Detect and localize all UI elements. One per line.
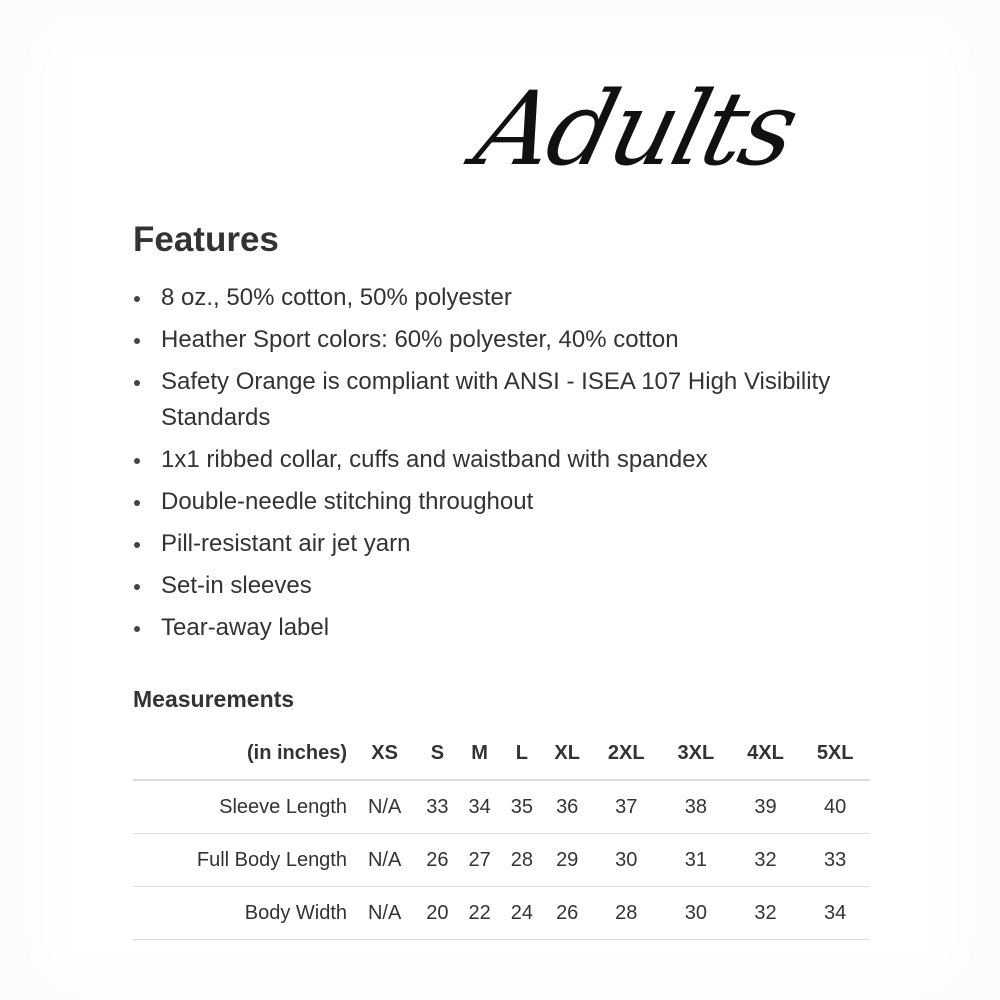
table-row xyxy=(133,780,870,834)
feature-item: Set-in sleeves xyxy=(133,568,853,604)
table-cell: 32 xyxy=(731,887,801,940)
row-label: Sleeve Length xyxy=(133,780,353,834)
table-cell: 32 xyxy=(731,834,801,887)
feature-item: Pill-resistant air jet yarn xyxy=(133,526,853,562)
table-header-row xyxy=(133,727,870,780)
table-cell: 37 xyxy=(591,780,661,834)
size-header: 5XL xyxy=(800,727,870,780)
table-cell: N/A xyxy=(353,780,416,834)
table-cell: N/A xyxy=(353,887,416,940)
table-row xyxy=(133,887,870,940)
table-cell: 34 xyxy=(800,887,870,940)
table-cell: 36 xyxy=(543,780,592,834)
feature-item: 8 oz., 50% cotton, 50% polyester xyxy=(133,280,853,316)
feature-item: 1x1 ribbed collar, cuffs and waistband with spandex xyxy=(133,442,853,478)
table-cell: 22 xyxy=(459,887,501,940)
size-header: 4XL xyxy=(731,727,801,780)
table-cell: 39 xyxy=(731,780,801,834)
row-label: Full Body Length xyxy=(133,834,353,887)
table-cell: 33 xyxy=(800,834,870,887)
size-header: XL xyxy=(543,727,592,780)
measurements-heading: Measurements xyxy=(133,686,295,712)
feature-item: Tear-away label xyxy=(133,610,853,646)
table-cell: 30 xyxy=(661,887,731,940)
table-cell: 31 xyxy=(661,834,731,887)
table-cell: 26 xyxy=(416,834,458,887)
table-cell: 28 xyxy=(591,887,661,940)
table-cell: 33 xyxy=(416,780,458,834)
size-header: 2XL xyxy=(591,727,661,780)
table-cell: 35 xyxy=(501,780,543,834)
table-cell: 40 xyxy=(800,780,870,834)
size-header: XS xyxy=(353,727,416,780)
size-header: M xyxy=(459,727,501,780)
table-cell: N/A xyxy=(353,834,416,887)
size-header: 3XL xyxy=(661,727,731,780)
table-row xyxy=(133,834,870,887)
table-cell: 20 xyxy=(416,887,458,940)
row-label: Body Width xyxy=(133,887,353,940)
feature-item: Heather Sport colors: 60% polyester, 40% cotton xyxy=(133,322,853,358)
script-title: Adults xyxy=(464,70,808,189)
table-cell: 28 xyxy=(501,834,543,887)
unit-label: (in inches) xyxy=(133,727,353,780)
features-list xyxy=(133,280,853,652)
table-cell: 27 xyxy=(459,834,501,887)
table-cell: 30 xyxy=(591,834,661,887)
features-heading: Features xyxy=(133,220,279,259)
table-cell: 26 xyxy=(543,887,592,940)
size-header: S xyxy=(416,727,458,780)
measurements-table xyxy=(133,727,870,940)
table-cell: 29 xyxy=(543,834,592,887)
feature-item: Safety Orange is compliant with ANSI - ISEA 107 High Visibility Standards xyxy=(133,364,853,436)
feature-item: Double-needle stitching throughout xyxy=(133,484,853,520)
table-cell: 24 xyxy=(501,887,543,940)
table-cell: 38 xyxy=(661,780,731,834)
size-header: L xyxy=(501,727,543,780)
table-cell: 34 xyxy=(459,780,501,834)
